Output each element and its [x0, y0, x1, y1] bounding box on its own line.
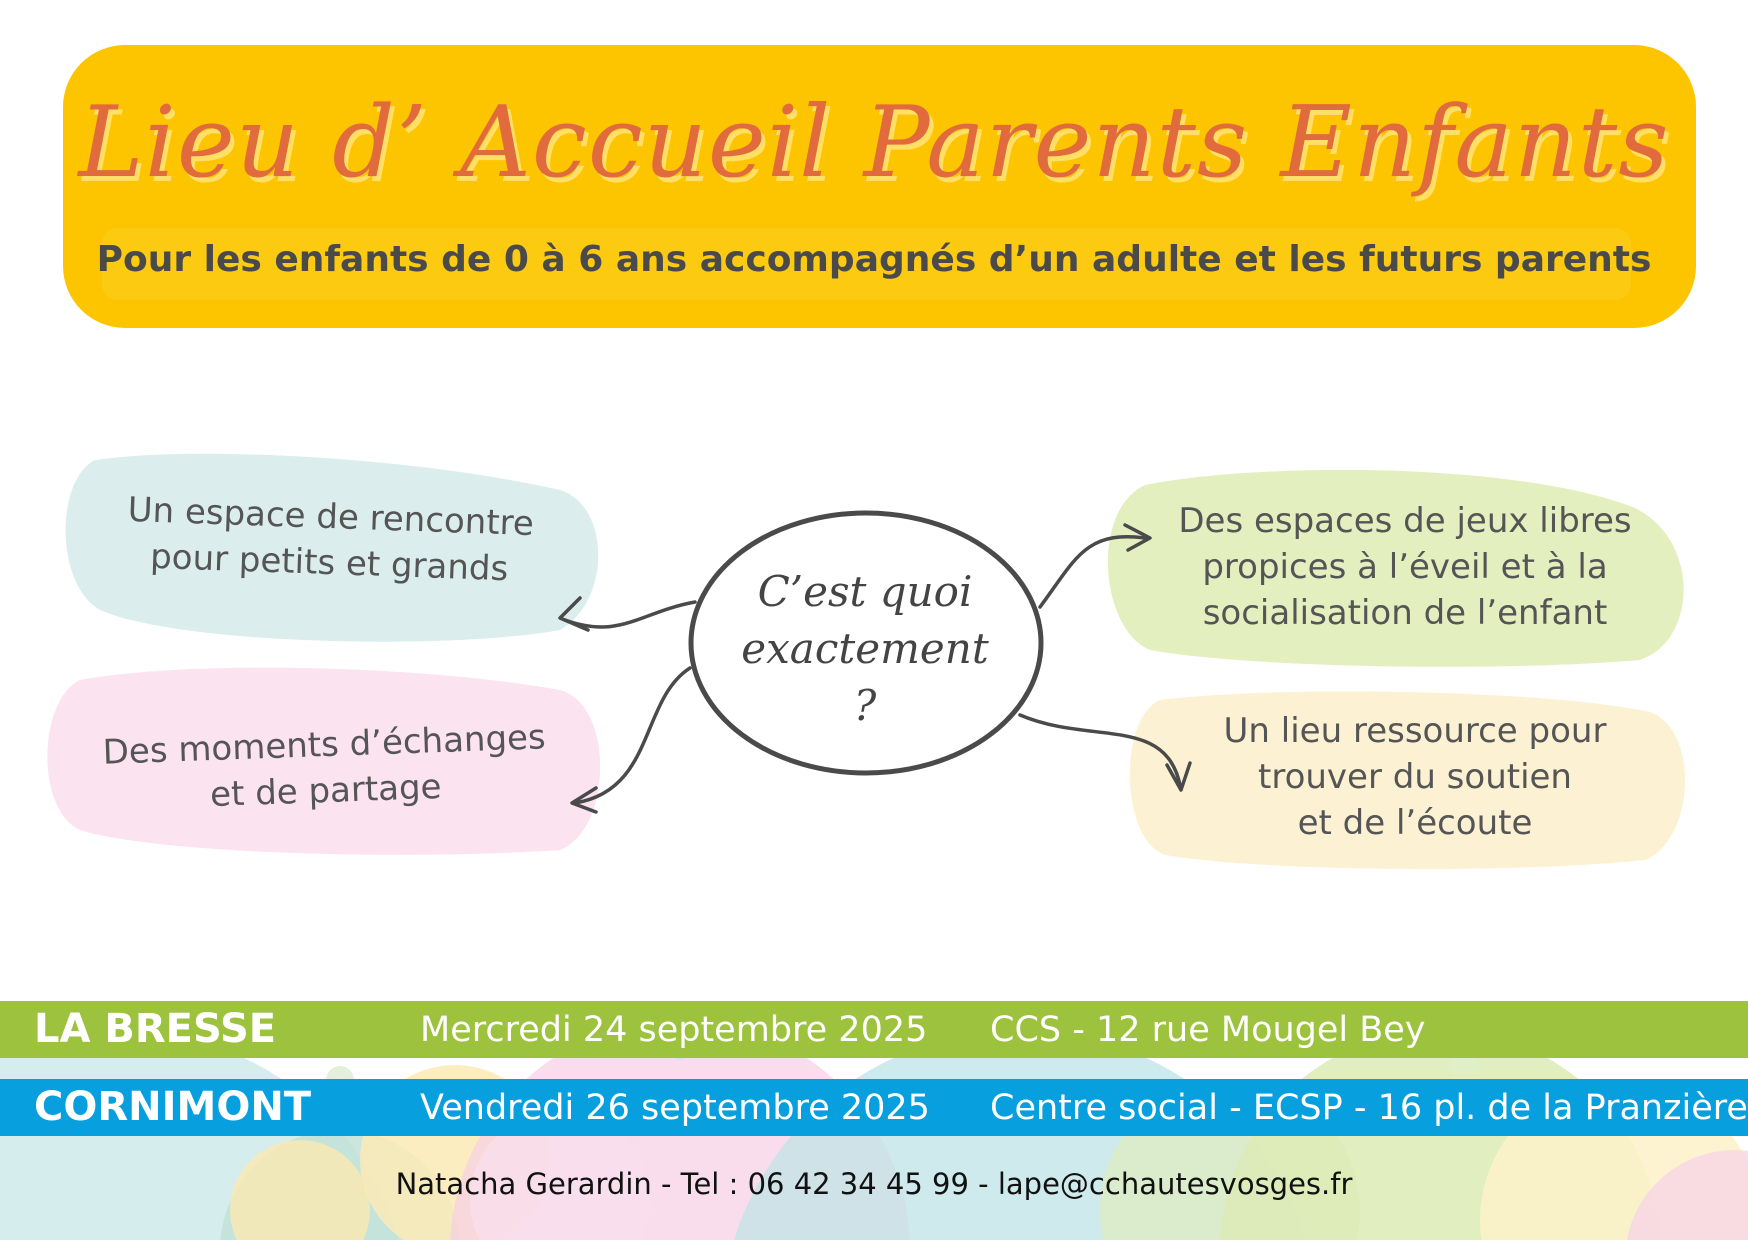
center-line-2: exactement	[741, 624, 989, 673]
bubble-line: pour petits et grands	[149, 536, 509, 590]
session-city: LA BRESSE	[34, 1006, 277, 1052]
center-line-1: C’est quoi	[757, 567, 973, 616]
bubble-line: trouver du soutien	[1258, 757, 1572, 797]
session-place: CCS - 12 rue Mougel Bey	[990, 1010, 1426, 1050]
session-date: Mercredi 24 septembre 2025	[420, 1010, 928, 1050]
bubble-line: Un espace de rencontre	[127, 489, 535, 545]
bubble-text-ressource	[1150, 708, 1680, 846]
contact-line: Natacha Gerardin - Tel : 06 42 34 45 99 - lape@cchautesvosges.fr	[395, 1167, 1353, 1201]
bubble-line: propices à l’éveil et à la	[1202, 547, 1608, 587]
session-band-cornimont	[0, 1079, 1748, 1136]
center-line-3: ?	[853, 681, 877, 730]
bubble-line: Des espaces de jeux libres	[1178, 501, 1632, 541]
bubble-line: Des moments d’échanges	[102, 717, 547, 773]
session-date: Vendredi 26 septembre 2025	[420, 1088, 930, 1128]
session-band-la-bresse	[0, 1001, 1748, 1058]
session-city: CORNIMONT	[34, 1084, 312, 1130]
center-question	[690, 563, 1040, 734]
page-title: Lieu d’ Accueil Parents Enfants	[78, 86, 1670, 200]
bubble-line: et de l’écoute	[1297, 803, 1533, 843]
bubble-text-rencontre	[89, 486, 572, 595]
page-subtitle: Pour les enfants de 0 à 6 ans accompagnés d’un adulte et les futurs parents	[96, 239, 1652, 280]
bubble-text-jeux	[1140, 498, 1670, 636]
bubble-line: Un lieu ressource pour	[1223, 711, 1607, 751]
bubble-text-echanges	[69, 713, 582, 823]
bubble-line: socialisation de l’enfant	[1202, 593, 1608, 633]
session-place: Centre social - ECSP - 16 pl. de la Pranzière	[990, 1088, 1748, 1128]
bubble-line: et de partage	[209, 766, 443, 816]
